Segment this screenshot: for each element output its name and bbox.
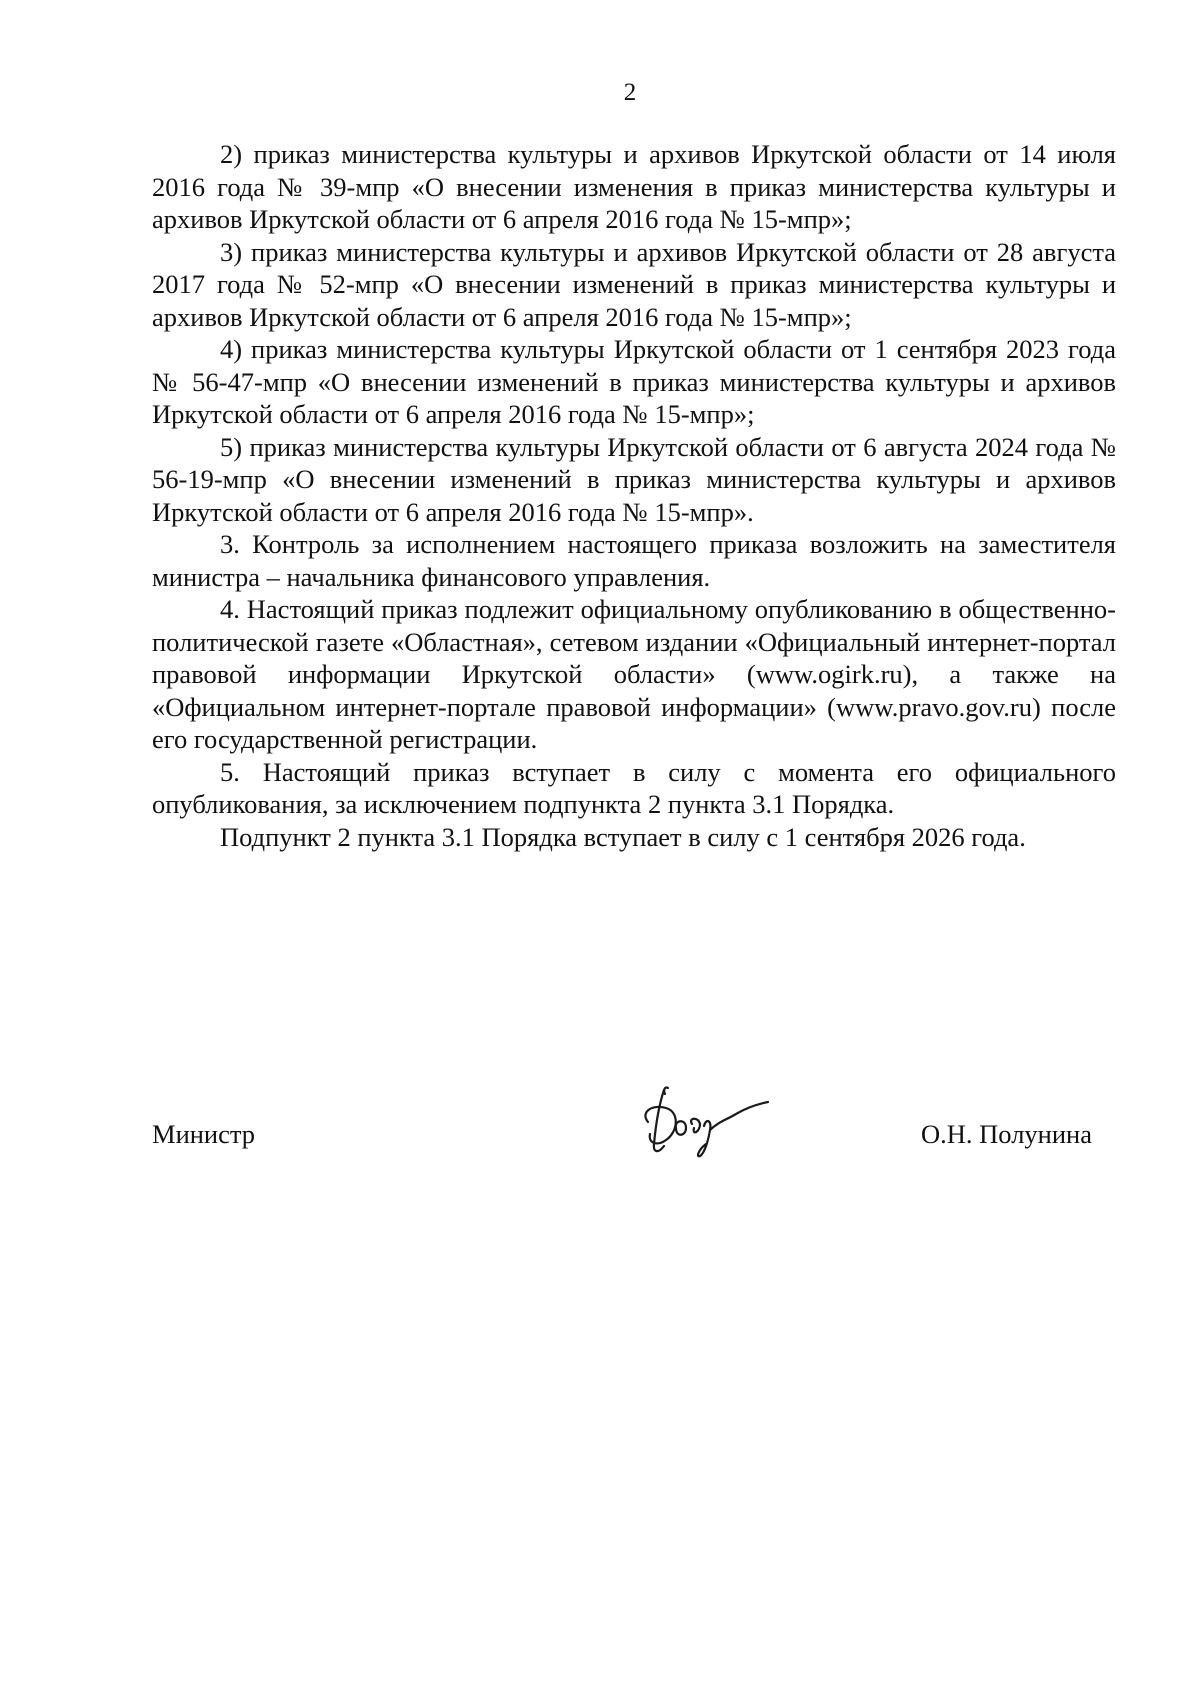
paragraph-entry-into-force: 5. Настоящий приказ вступает в силу с момента его официального опубликования, за исключением подпункта 2 пункта 3.1 Порядка. [152, 756, 1116, 819]
signature-block [152, 1118, 1092, 1188]
document-body [152, 138, 1116, 853]
paragraph-item-5: 5) приказ министерства культуры Иркутской области от 6 августа 2024 года № 56-19-мпр «О внесении изменений в приказ министерства культуры и архивов Иркутской области от 6 апреля 2016 года № 15-мпр». [152, 431, 1116, 527]
handwritten-signature [634, 1082, 774, 1162]
paragraph-subclause-effective-date: Подпункт 2 пункта 3.1 Порядка вступает в силу с 1 сентября 2026 года. [220, 821, 1026, 852]
signatory-name: О.Н. Полунина [921, 1119, 1092, 1149]
signatory-title: Министр [152, 1119, 256, 1149]
paragraph-item-2: 2) приказ министерства культуры и архивов Иркутской области от 14 июля 2016 года № 39-мпр «О внесении изменения в приказ министерства культуры и архивов Иркутской области от 6 апреля 2016 года № 15-мпр»; [152, 139, 1116, 234]
page-number: 2 [623, 79, 637, 106]
paragraph-item-3: 3) приказ министерства культуры и архивов Иркутской области от 28 августа 2017 года № 52-мпр «О внесении изменений в приказ министерства культуры и архивов Иркутской области от 6 апреля 2016 года № 15-мпр»; [152, 236, 1116, 332]
paragraph-control: 3. Контроль за исполнением настоящего приказа возложить на заместителя министра – начальника финансового управления. [152, 529, 1116, 592]
paragraph-item-4: 4) приказ министерства культуры Иркутской области от 1 сентября 2023 года № 56-47-мпр «О внесении изменений в приказ министерства культуры и архивов Иркутской области от 6 апреля 2016 года № 15-мпр»; [152, 334, 1116, 429]
paragraph-publication: 4. Настоящий приказ подлежит официальному опубликованию в общественно-политической газете «Областная», сетевом издании «Официальный интернет-портал правовой информации Иркутской области» (www.ogirk.ru), а также на «Официальном интернет-портале правовой информации» (www.pravo.gov.ru) после его государственной регистрации. [152, 594, 1116, 754]
